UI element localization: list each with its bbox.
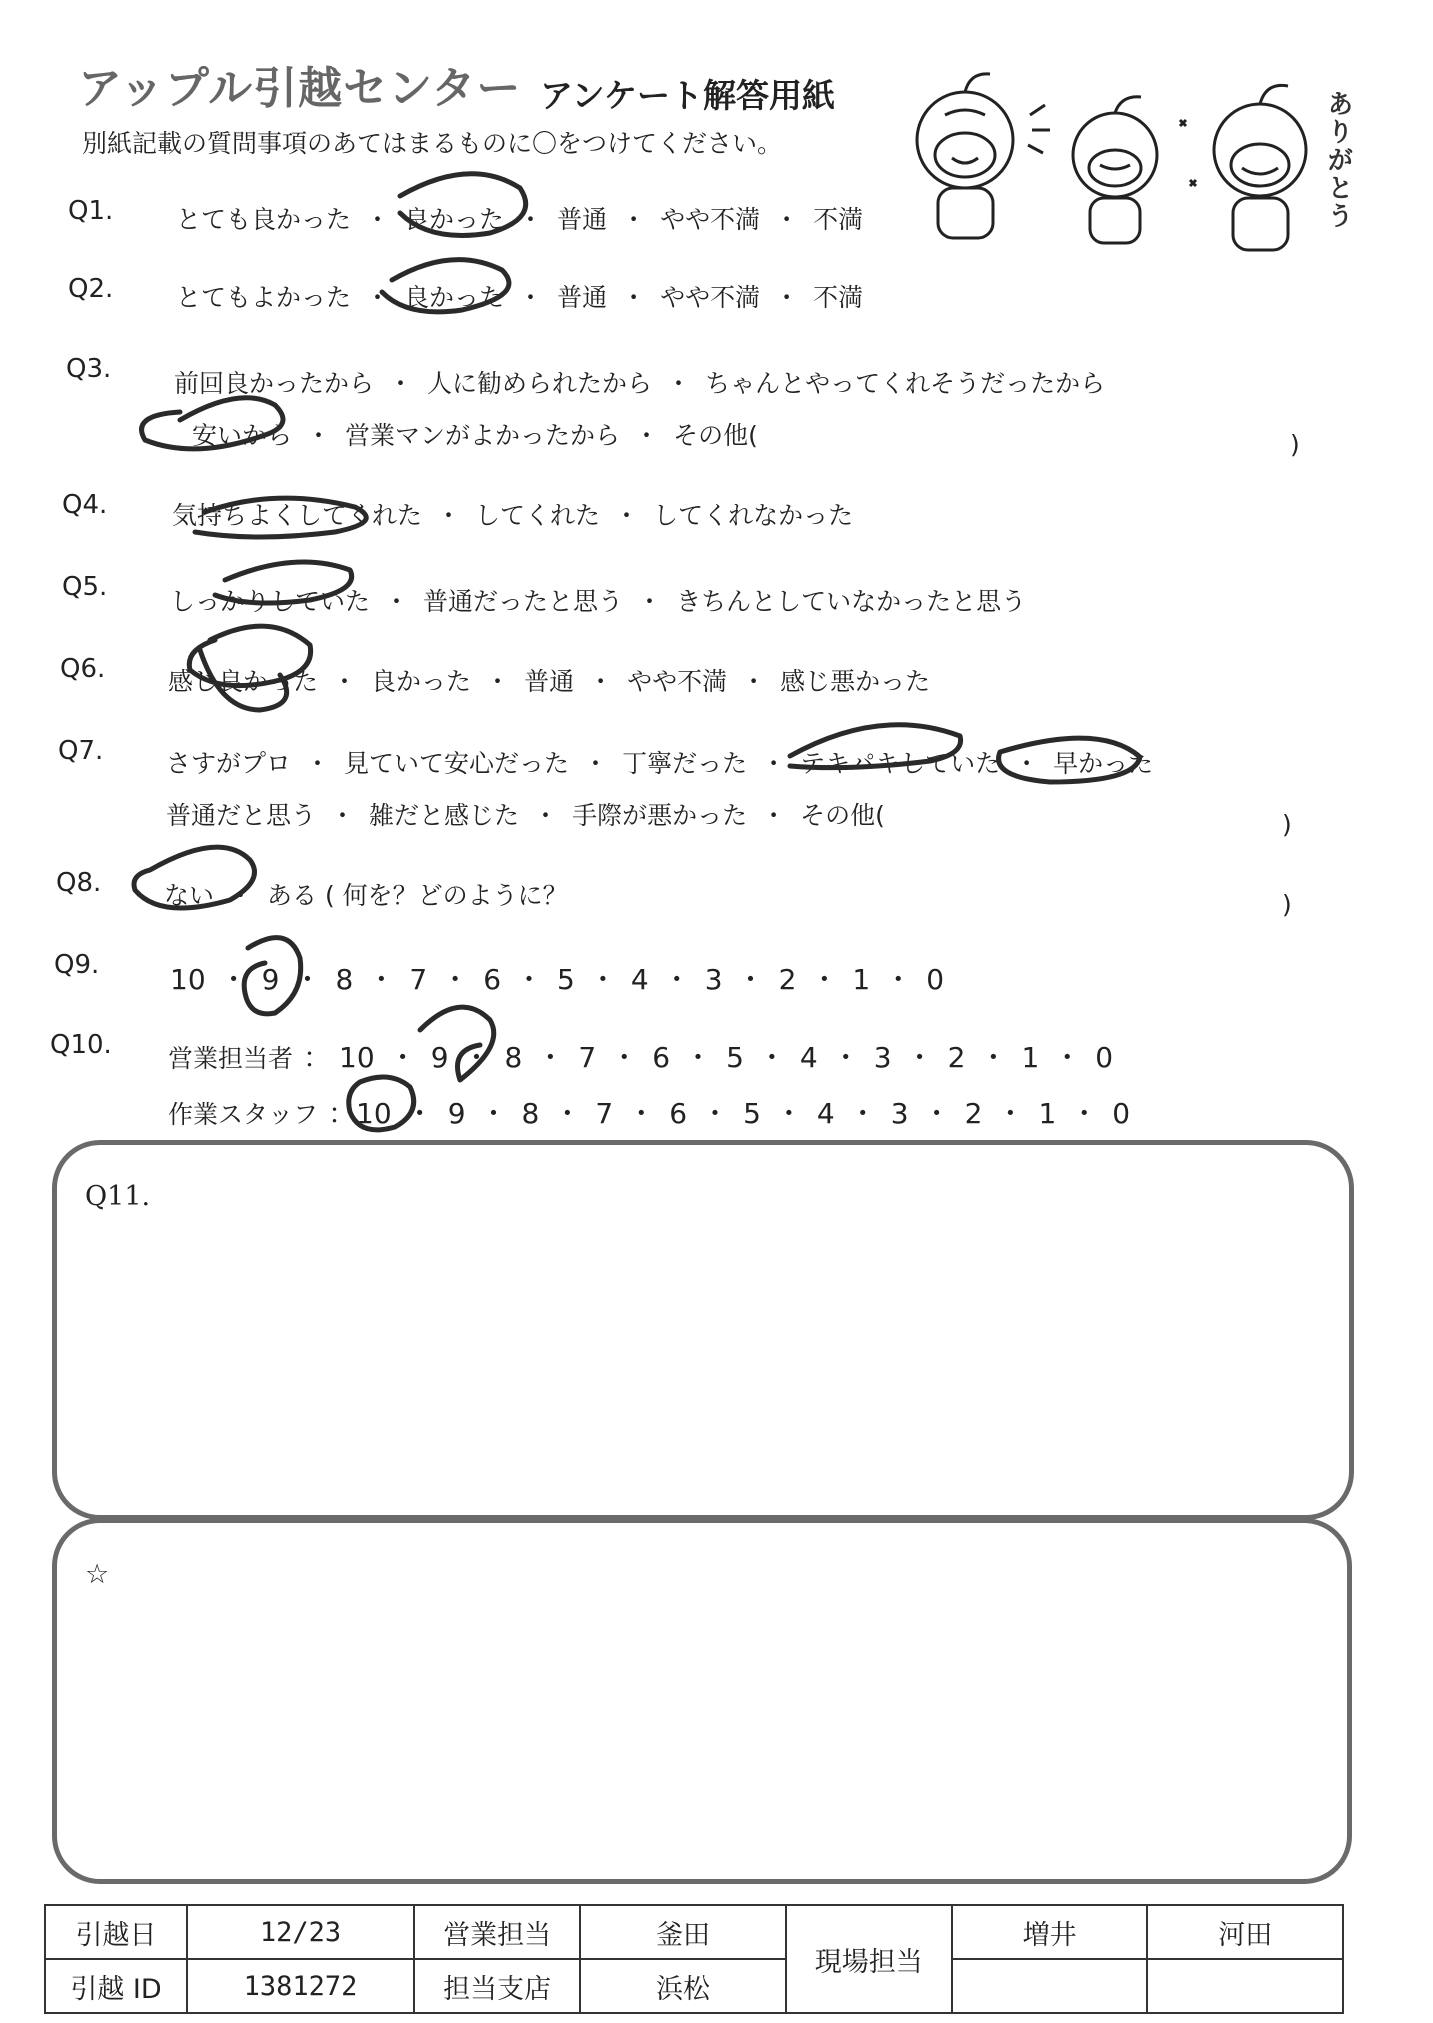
q10-sales-score[interactable]: 7 xyxy=(578,1041,597,1074)
q10-sales-score[interactable]: 5 xyxy=(726,1041,744,1074)
q5-label: Q5. xyxy=(62,572,108,602)
form-title: アンケート解答用紙 xyxy=(540,76,836,115)
q6-label: Q6. xyxy=(60,654,106,684)
q10-sales-score[interactable]: 0 xyxy=(1095,1041,1114,1074)
q1-option[interactable]: 普通 xyxy=(557,205,608,234)
site-staff-empty-cell[interactable] xyxy=(1147,1959,1343,2013)
q10-staff-score[interactable]: 2 xyxy=(964,1097,983,1130)
q7-option[interactable]: 雑だと感じた xyxy=(369,801,520,830)
q2-label: Q2. xyxy=(68,274,114,304)
q8-paren-close: ) xyxy=(1282,890,1292,919)
q10-sales-scale: 営業担当者 ： 10 ・ 9 ・ 8 ・ 7 ・ 6 ・ 5 ・ 4 ・ 3 ・ 2 ・ 1 ・ 0 xyxy=(168,1041,1114,1074)
q6-option[interactable]: 普通 xyxy=(524,667,575,696)
q4-option[interactable]: してくれた xyxy=(475,501,601,530)
q4-option[interactable]: してくれなかった xyxy=(653,501,854,530)
q4-options: 気持ちよくしてくれた ・ してくれた ・ してくれなかった xyxy=(172,501,854,530)
q6-option[interactable]: 感じ良かった xyxy=(168,667,319,696)
q3-option[interactable]: その他( xyxy=(673,421,758,450)
q10-staff-score[interactable]: 9 xyxy=(447,1097,466,1130)
q5-option[interactable]: きちんとしていなかったと思う xyxy=(676,587,1027,616)
q7-options-row1: さすがプロ ・ 見ていて安心だった ・ 丁寧だった ・ テキパキしていた ・ 早かった xyxy=(166,749,1154,778)
q8-option-none[interactable]: ない xyxy=(164,881,215,910)
q1-option[interactable]: とても良かった xyxy=(176,205,352,234)
thanks-text: ありがとう xyxy=(1323,90,1353,230)
q3-paren-close: ) xyxy=(1290,430,1300,459)
q4-option[interactable]: 気持ちよくしてくれた xyxy=(172,501,423,530)
move-id-label: 引越 ID xyxy=(45,1959,187,2013)
q11-label: Q11. xyxy=(85,1181,151,1212)
site-staff-2[interactable]: 河田 xyxy=(1147,1905,1343,1959)
move-id-value[interactable]: 1381272 xyxy=(187,1959,414,2013)
sales-rep-value[interactable]: 釜田 xyxy=(580,1905,785,1959)
q6-option[interactable]: 感じ悪かった xyxy=(780,667,931,696)
q3-options-row2: 安いから ・ 営業マンがよかったから ・ その他( xyxy=(192,421,758,450)
q10-staff-score[interactable]: 5 xyxy=(743,1097,761,1130)
q9-score[interactable]: 2 xyxy=(778,963,797,996)
q10-sales-score[interactable]: 2 xyxy=(947,1041,966,1074)
q9-scale: 10 ・ 9 ・ 8 ・ 7 ・ 6 ・ 5 ・ 4 ・ 3 ・ 2 ・ 1 ・ 0 xyxy=(170,963,945,996)
q6-option[interactable]: やや不満 xyxy=(627,667,728,696)
q9-score[interactable]: 6 xyxy=(483,963,502,996)
q3-option[interactable]: 前回良かったから xyxy=(174,369,375,398)
q1-options: とても良かった ・ 良かった ・ 普通 ・ やや不満 ・ 不満 xyxy=(176,205,864,234)
move-date-label: 引越日 xyxy=(45,1905,187,1959)
q7-option[interactable]: さすがプロ xyxy=(166,749,292,778)
brand-title: アップル引越センター xyxy=(78,63,522,114)
q9-label: Q9. xyxy=(54,950,100,980)
q9-score[interactable]: 8 xyxy=(335,963,354,996)
q1-option[interactable]: やや不満 xyxy=(660,205,761,234)
q10-staff-scale: 作業スタッフ ：10 ・ 9 ・ 8 ・ 7 ・ 6 ・ 5 ・ 4 ・ 3 ・ 2 ・ 1 ・ 0 xyxy=(168,1097,1131,1130)
q9-score[interactable]: 5 xyxy=(557,963,575,996)
q7-option[interactable]: 早かった xyxy=(1053,749,1154,778)
q2-option[interactable]: とてもよかった xyxy=(176,283,352,312)
q10-staff-label: 作業スタッフ xyxy=(168,1100,319,1129)
q9-score[interactable]: 1 xyxy=(852,963,871,996)
q8-label: Q8. xyxy=(56,868,102,898)
q8-options: ない ・ ある ( 何を？どのように？ xyxy=(164,881,568,910)
q6-options: 感じ良かった ・ 良かった ・ 普通 ・ やや不満 ・ 感じ悪かった xyxy=(168,667,931,696)
q10-staff-score[interactable]: 4 xyxy=(816,1097,835,1130)
q4-label: Q4. xyxy=(62,490,108,520)
site-staff-label: 現場担当 xyxy=(786,1905,952,2013)
site-staff-1[interactable]: 増井 xyxy=(952,1905,1148,1959)
q6-option[interactable]: 良かった xyxy=(371,667,472,696)
q7-paren-close: ) xyxy=(1282,810,1292,839)
q9-score[interactable]: 0 xyxy=(926,963,945,996)
q3-option[interactable]: 人に勧められたから xyxy=(427,369,653,398)
q2-option[interactable]: 普通 xyxy=(557,283,608,312)
q7-option[interactable]: 見ていて安心だった xyxy=(344,749,570,778)
q2-options: とてもよかった ・ 良かった ・ 普通 ・ やや不満 ・ 不満 xyxy=(176,283,864,312)
q10-sales-score[interactable]: 6 xyxy=(652,1041,671,1074)
q9-score[interactable]: 7 xyxy=(409,963,428,996)
q3-option[interactable]: 安いから xyxy=(192,421,293,450)
instruction-text: 別紙記載の質問事項のあてはまるものに〇をつけてください。 xyxy=(82,129,783,158)
monkey-mascots-illustration xyxy=(890,70,1350,260)
q10-staff-score[interactable]: 0 xyxy=(1112,1097,1131,1130)
q7-option[interactable]: 普通だと思う xyxy=(166,801,317,830)
q3-options-row1: 前回良かったから ・ 人に勧められたから ・ ちゃんとやってくれそうだったから xyxy=(174,369,1106,398)
q9-score[interactable]: 3 xyxy=(704,963,723,996)
q3-option[interactable]: ちゃんとやってくれそうだったから xyxy=(705,369,1106,398)
q5-option[interactable]: 普通だったと思う xyxy=(423,587,624,616)
q10-sales-score[interactable]: 9 xyxy=(430,1041,449,1074)
site-staff-empty-cell[interactable] xyxy=(952,1959,1148,2013)
q10-sales-score[interactable]: 10 xyxy=(339,1041,375,1074)
branch-label: 担当支店 xyxy=(414,1959,580,2013)
q10-sales-score[interactable]: 1 xyxy=(1021,1041,1040,1074)
q10-label: Q10. xyxy=(50,1030,112,1060)
move-date-value[interactable]: 12/23 xyxy=(187,1905,414,1959)
q1-option[interactable]: 良かった xyxy=(404,205,505,234)
q7-options-row2: 普通だと思う ・ 雑だと感じた ・ 手際が悪かった ・ その他( xyxy=(166,801,885,830)
q3-label: Q3. xyxy=(66,354,112,384)
q7-option[interactable]: テキパキしていた xyxy=(800,749,1001,778)
sales-rep-label: 営業担当 xyxy=(414,1905,580,1959)
q10-sales-label: 営業担当者 xyxy=(168,1044,294,1073)
q7-option[interactable]: 丁寧だった xyxy=(622,749,748,778)
q5-option[interactable]: しっかりしていた xyxy=(170,587,371,616)
q10-sales-score[interactable]: 3 xyxy=(873,1041,892,1074)
q11-comment-box[interactable] xyxy=(52,1140,1354,1520)
q10-sales-score[interactable]: 4 xyxy=(799,1041,818,1074)
q10-staff-score[interactable]: 8 xyxy=(521,1097,540,1130)
branch-value[interactable]: 浜松 xyxy=(580,1959,785,2013)
q10-staff-score[interactable]: 3 xyxy=(890,1097,909,1130)
q2-option[interactable]: 良かった xyxy=(404,283,505,312)
q9-score[interactable]: 9 xyxy=(261,963,280,996)
q3-option[interactable]: 営業マンがよかったから xyxy=(345,421,621,450)
q10-staff-score[interactable]: 1 xyxy=(1038,1097,1057,1130)
q9-score[interactable]: 10 xyxy=(170,963,206,996)
q10-staff-score[interactable]: 7 xyxy=(595,1097,614,1130)
q10-staff-score[interactable]: 6 xyxy=(669,1097,688,1130)
q10-staff-score[interactable]: 10 xyxy=(356,1097,392,1130)
q1-option[interactable]: 不満 xyxy=(813,205,864,234)
q1-label: Q1. xyxy=(68,196,114,226)
q2-option[interactable]: 不満 xyxy=(813,283,864,312)
q7-label: Q7. xyxy=(58,736,104,766)
footer-info-table xyxy=(44,1904,1344,2014)
q7-option[interactable]: その他( xyxy=(800,801,885,830)
extra-comment-box[interactable] xyxy=(52,1518,1352,1884)
q9-score[interactable]: 4 xyxy=(630,963,649,996)
q10-sales-score[interactable]: 8 xyxy=(504,1041,523,1074)
q8-option-some[interactable]: ある ( 何を？どのように？ xyxy=(267,881,568,910)
star-icon: ☆ xyxy=(85,1559,110,1590)
q5-options: しっかりしていた ・ 普通だったと思う ・ きちんとしていなかったと思う xyxy=(170,587,1027,616)
q7-option[interactable]: 手際が悪かった xyxy=(572,801,748,830)
q2-option[interactable]: やや不満 xyxy=(660,283,761,312)
